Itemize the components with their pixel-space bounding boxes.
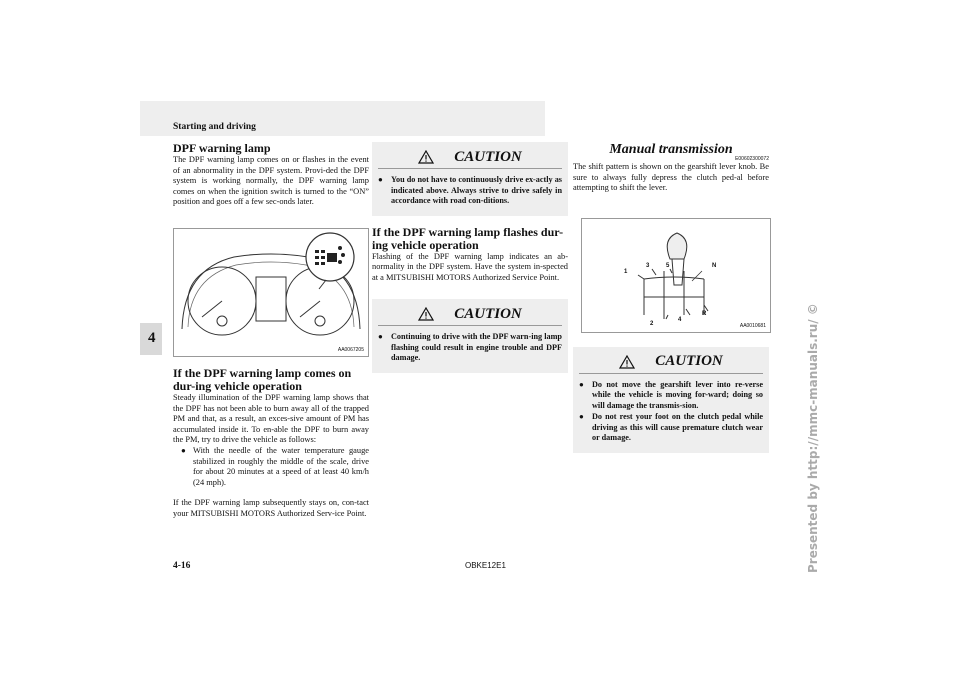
manual-transmission-title: Manual transmission [609, 142, 733, 157]
document-code: OBKE12E1 [465, 561, 506, 570]
caution-item [378, 332, 562, 364]
bullet-icon: ● [378, 332, 383, 342]
lamp-on-text: Steady illumination of the DPF warning lamp shows that the DPF has not been able to burn away all of the trapped PM and that, as a result, an exces-sive amount of PM has accumulated inside it. To en-able the DPF to burn away the PM, try to drive the vehicle as follows: [173, 392, 369, 445]
gear-label-n: N [712, 262, 717, 269]
lamp-on-heading: If the DPF warning lamp comes on dur-ing vehicle operation [173, 365, 352, 393]
stays-on-text: If the DPF warning lamp subsequently stays on, con-tact your MITSUBISHI MOTORS Authorized Serv-ice Point. [173, 498, 369, 518]
figure-code: AA0067205 [337, 346, 364, 353]
caution-header [579, 351, 763, 374]
bullet-icon: ● [181, 445, 186, 455]
caution-box-2 [372, 299, 568, 373]
caution-box-1 [372, 142, 568, 216]
warning-triangle-icon [619, 355, 635, 369]
caution-title: CAUTION [454, 148, 522, 165]
drive-instruction-item [173, 446, 369, 488]
gear-label-r: R [702, 310, 707, 317]
caution-item-text: Do not rest your foot on the clutch pedal while driving as this will cause premature clutch wear or damage. [592, 412, 763, 443]
column-3 [573, 142, 769, 453]
shift-pattern-figure [581, 218, 771, 333]
gear-label-5: 5 [666, 262, 670, 269]
instrument-cluster-figure [173, 228, 369, 357]
caution-item-text: Continuing to drive with the DPF warn-ing lamp flashing could result in engine trouble and DPF damage. [391, 332, 562, 363]
bullet-icon: ● [579, 379, 584, 389]
caution-item [579, 380, 763, 412]
caution-item-text: Do not move the gearshift lever into re-verse while the vehicle is moving for-ward; doing so will damage the transmis-sion. [592, 379, 763, 410]
side-watermark: Presented by http://mmc-manuals.ru/ © [806, 303, 820, 573]
caution-box-3 [573, 347, 769, 453]
column-1 [173, 142, 369, 520]
lamp-flashes-text: Flashing of the DPF warning lamp indicates an ab-normality in the DPF system. Have the system in-spected at a MITSUBISHI MOTORS Authorized Service Point. [372, 251, 568, 282]
shift-pattern-illustration [582, 219, 768, 330]
warning-triangle-icon [418, 150, 434, 164]
manual-transmission-text: The shift pattern is shown on the gearshift lever knob. Be sure to always fully depress the clutch ped-al before attempting to shift the lever. [573, 162, 769, 193]
caution-title: CAUTION [454, 305, 522, 322]
caution-title: CAUTION [655, 353, 723, 370]
caution-header [378, 146, 562, 169]
gear-label-3: 3 [646, 262, 650, 269]
figure-code: AA0010681 [739, 322, 766, 329]
bullet-icon: ● [579, 412, 584, 422]
dpf-lamp-text: The DPF warning lamp comes on or flashes in the event of an abnormality in the DPF system. Provi-ded the DPF system is working normally, the DPF warning lamp comes on when the ignition switch is turned to the “ON” position and goes off a few sec-onds later. [173, 155, 369, 207]
reference-code: E00602300072 [735, 156, 769, 162]
chapter-number: 4 [148, 330, 156, 346]
page-number: 4-16 [173, 561, 191, 571]
section-name: Starting and driving [173, 122, 256, 132]
caution-item [378, 175, 562, 207]
caution-header [378, 303, 562, 326]
gear-label-1: 1 [624, 268, 628, 275]
bullet-icon: ● [378, 175, 383, 184]
caution-item [579, 412, 763, 444]
dpf-lamp-heading: DPF warning lamp [173, 141, 271, 155]
lamp-flashes-heading: If the DPF warning lamp flashes dur-ing vehicle operation [372, 224, 564, 252]
gear-label-4: 4 [678, 316, 682, 323]
gear-label-2: 2 [650, 320, 654, 327]
drive-instruction-text: With the needle of the water temperature gauge stabilized in roughly the middle of the scale, drive for about 20 minutes at a speed of at least 40 km/h (24 mph). [193, 445, 369, 487]
warning-triangle-icon [418, 307, 434, 321]
instrument-cluster-illustration [174, 229, 368, 354]
column-2 [372, 142, 568, 373]
caution-item-text: You do not have to continuously drive ex-actly as indicated above. Always strive to drive safely in accordance with road con-ditions. [391, 175, 562, 205]
